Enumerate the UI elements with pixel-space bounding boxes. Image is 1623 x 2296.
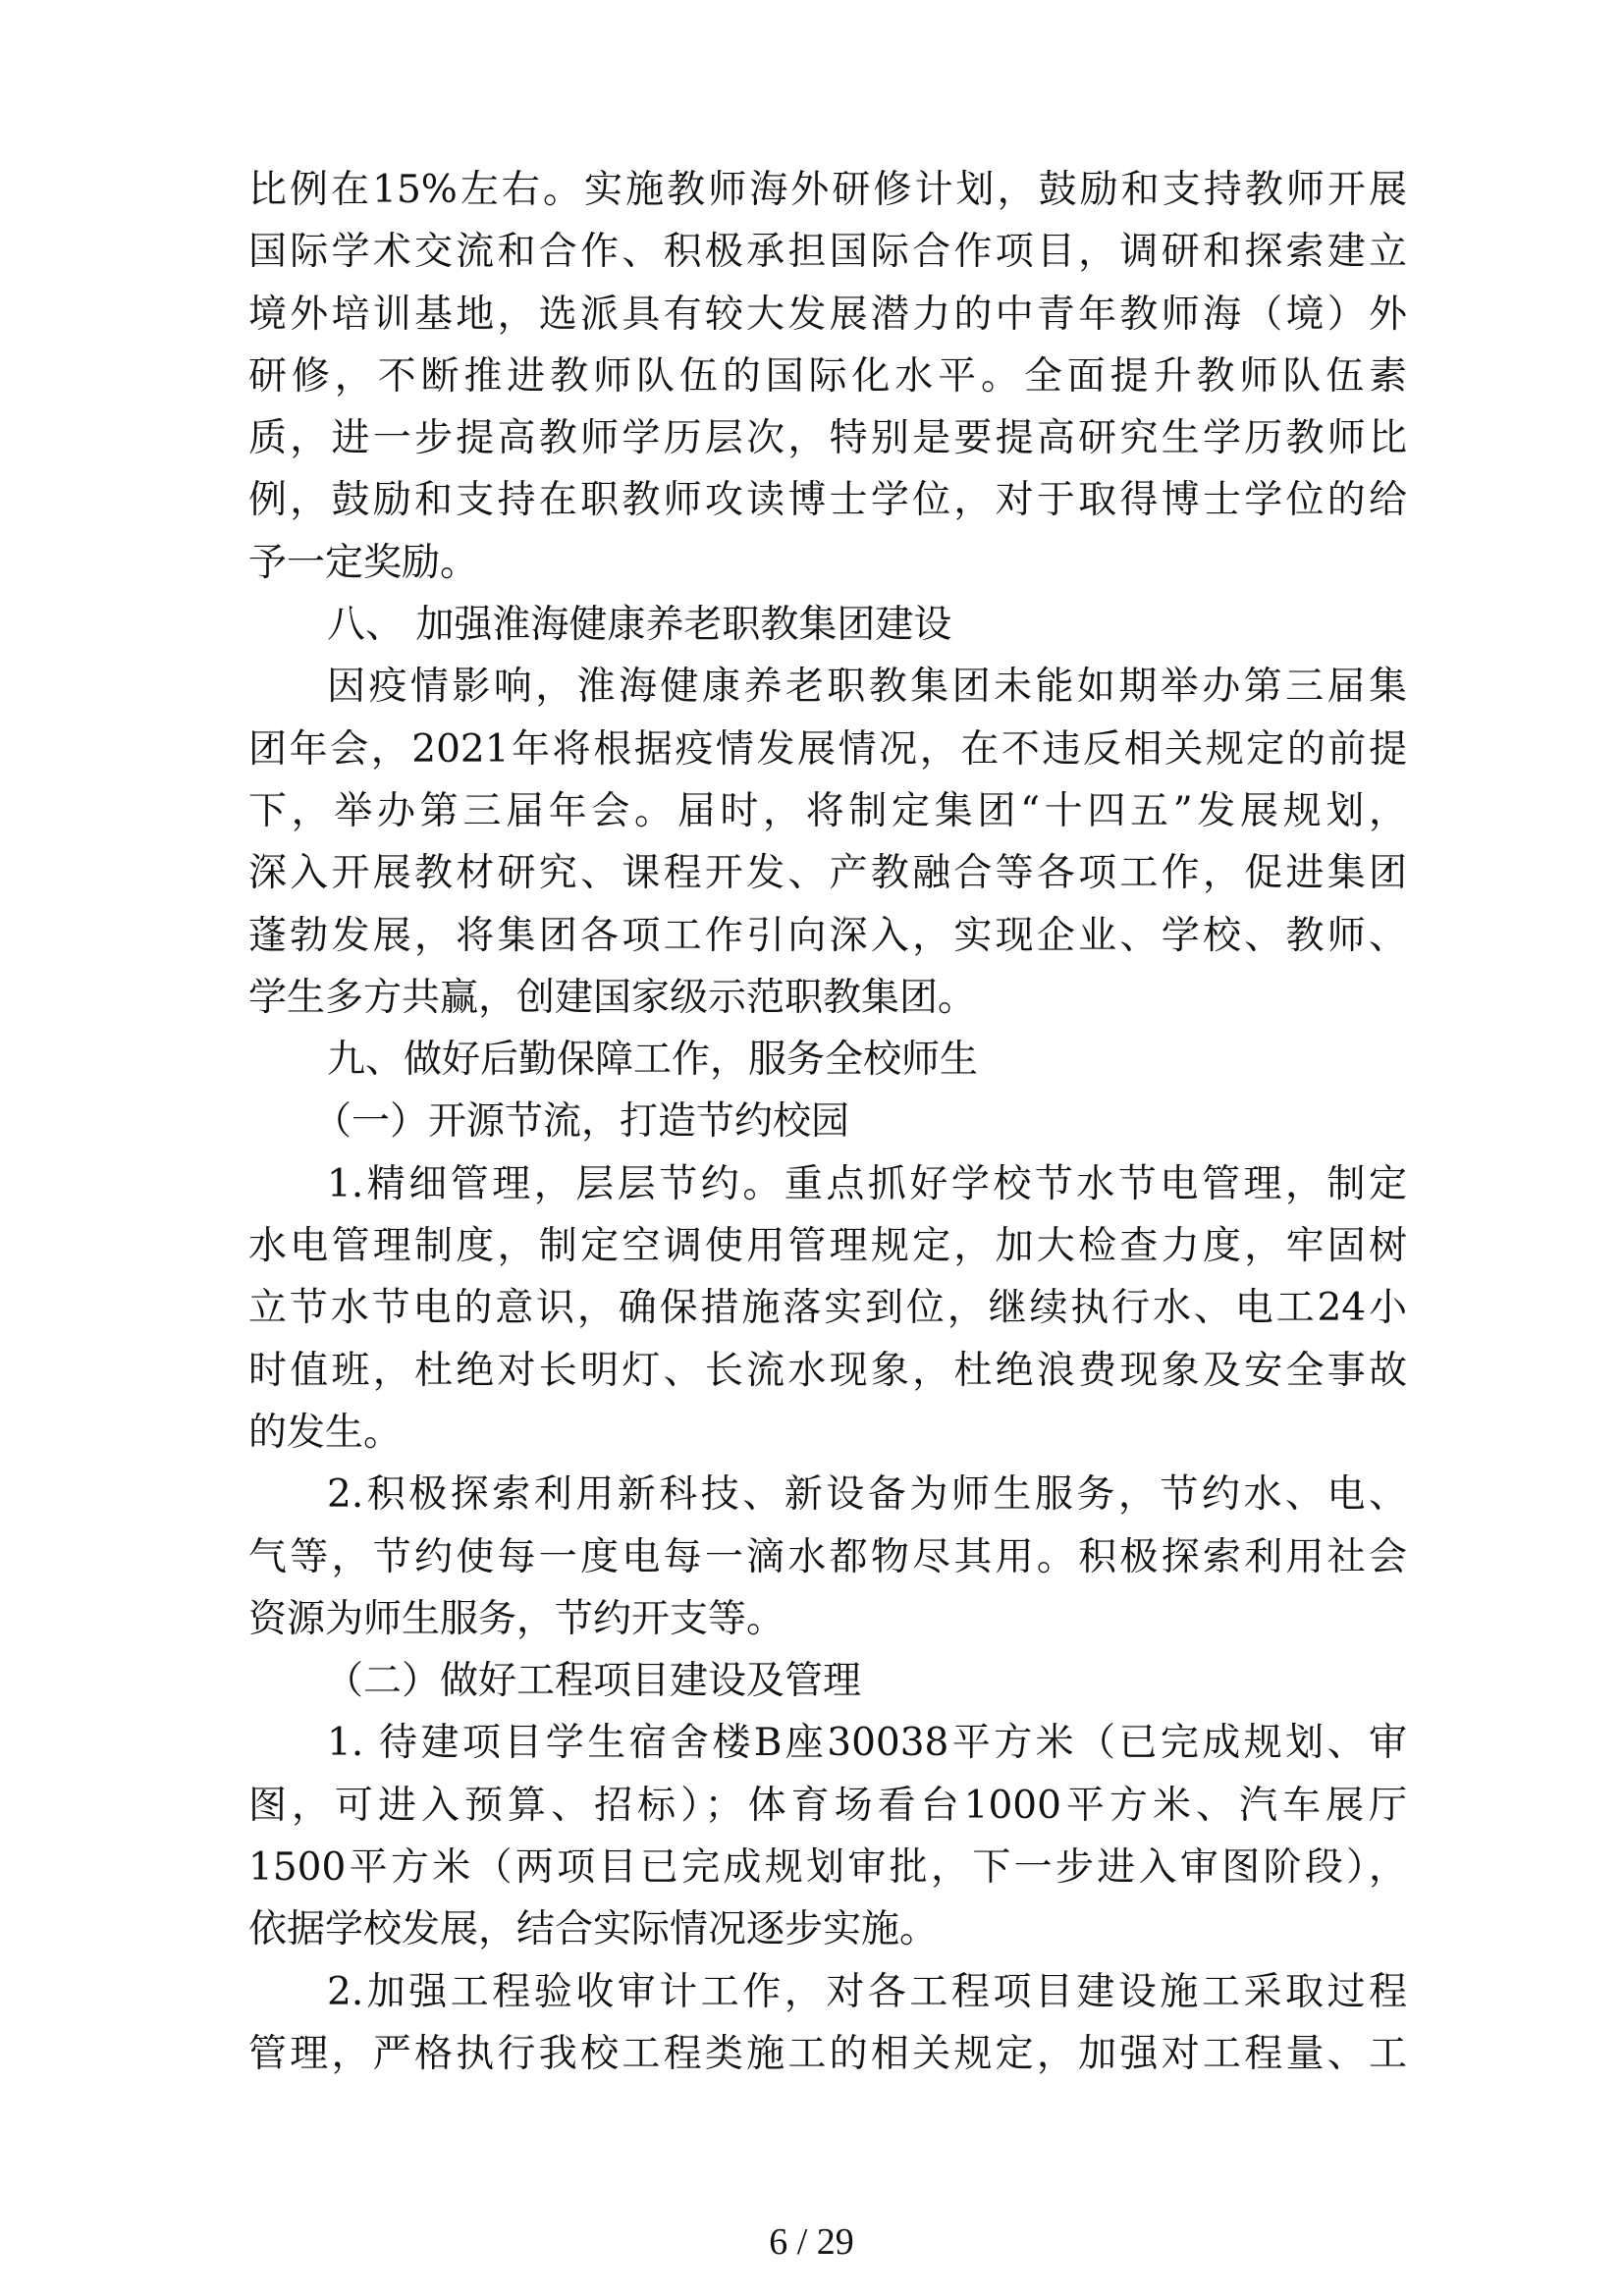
paragraph-line: 团年会，2021年将根据疫情发展情况，在不违反相关规定的前提 [248,726,1407,772]
section-heading: 八、 加强淮海健康养老职教集团建设 [327,603,952,648]
subsection-heading: （二）做好工程项目建设及管理 [325,1659,862,1704]
paragraph-line: 因疫情影响，淮海健康养老职教集团未能如期举办第三届集 [327,665,1407,710]
paragraph-line: 比例在15%左右。实施教师海外研修计划，鼓励和支持教师开展 [248,168,1407,212]
paragraph-line: 例，鼓励和支持在职教师攻读博士学位，对于取得博士学位的给 [248,478,1407,523]
paragraph-line: 1. 待建项目学生宿舍楼B座30038平方米（已完成规划、审 [327,1721,1407,1766]
paragraph-line: 图，可进入预算、招标）；体育场看台1000平方米、汽车展厅 [248,1783,1407,1828]
paragraph-line: 立节水节电的意识，确保措施落实到位，继续执行水、电工24小 [248,1286,1407,1331]
page-number: 6 / 29 [769,2221,854,2263]
paragraph-line: 的发生。 [248,1410,403,1455]
paragraph-line: 2.积极探索利用新科技、新设备为师生服务，节约水、电、 [327,1472,1407,1518]
paragraph-line: 1.精细管理，层层节约。重点抓好学校节水节电管理，制定 [327,1161,1407,1206]
paragraph-line: 研修，不断推进教师队伍的国际化水平。全面提升教师队伍素 [248,353,1407,399]
paragraph-line: 管理，严格执行我校工程类施工的相关规定，加强对工程量、工 [248,2031,1407,2076]
paragraph-line: 境外培训基地，选派具有较大发展潜力的中青年教师海（境）外 [248,292,1407,337]
paragraph-line: 予一定奖励。 [248,540,479,585]
paragraph-line: 水电管理制度，制定空调使用管理规定，加大检查力度，牢固树 [248,1224,1407,1269]
paragraph-line: 国际学术交流和合作、积极承担国际合作项目，调研和探索建立 [248,230,1407,275]
document-body [248,159,1407,2085]
paragraph-line: 依据学校发展，结合实际情况逐步实施。 [248,1907,939,1952]
paragraph-line: 深入开展教材研究、课程开发、产教融合等各项工作，促进集团 [248,851,1407,896]
paragraph-line: 1500平方米（两项目已完成规划审批，下一步进入审图阶段）， [248,1845,1407,1891]
subsection-heading: （一）开源节流，打造节约校园 [313,1099,850,1145]
paragraph-line: 气等，节约使每一度电每一滴水都物尽其用。积极探索利用社会 [248,1534,1407,1579]
paragraph-line: 下，举办第三届年会。届时，将制定集团“十四五”发展规划， [248,788,1407,833]
paragraph-line: 蓬勃发展，将集团各项工作引向深入，实现企业、学校、教师、 [248,913,1407,958]
paragraph-line: 时值班，杜绝对长明灯、长流水现象，杜绝浪费现象及安全事故 [248,1348,1407,1393]
paragraph-line: 资源为师生服务，节约开支等。 [248,1596,785,1641]
paragraph-line: 2.加强工程验收审计工作，对各工程项目建设施工采取过程 [327,1969,1407,2014]
section-heading: 九、做好后勤保障工作，服务全校师生 [327,1038,979,1083]
paragraph-line: 学生多方共赢，创建国家级示范职教集团。 [248,975,977,1020]
paragraph-line: 质，进一步提高教师学历层次，特别是要提高研究生学历教师比 [248,416,1407,461]
